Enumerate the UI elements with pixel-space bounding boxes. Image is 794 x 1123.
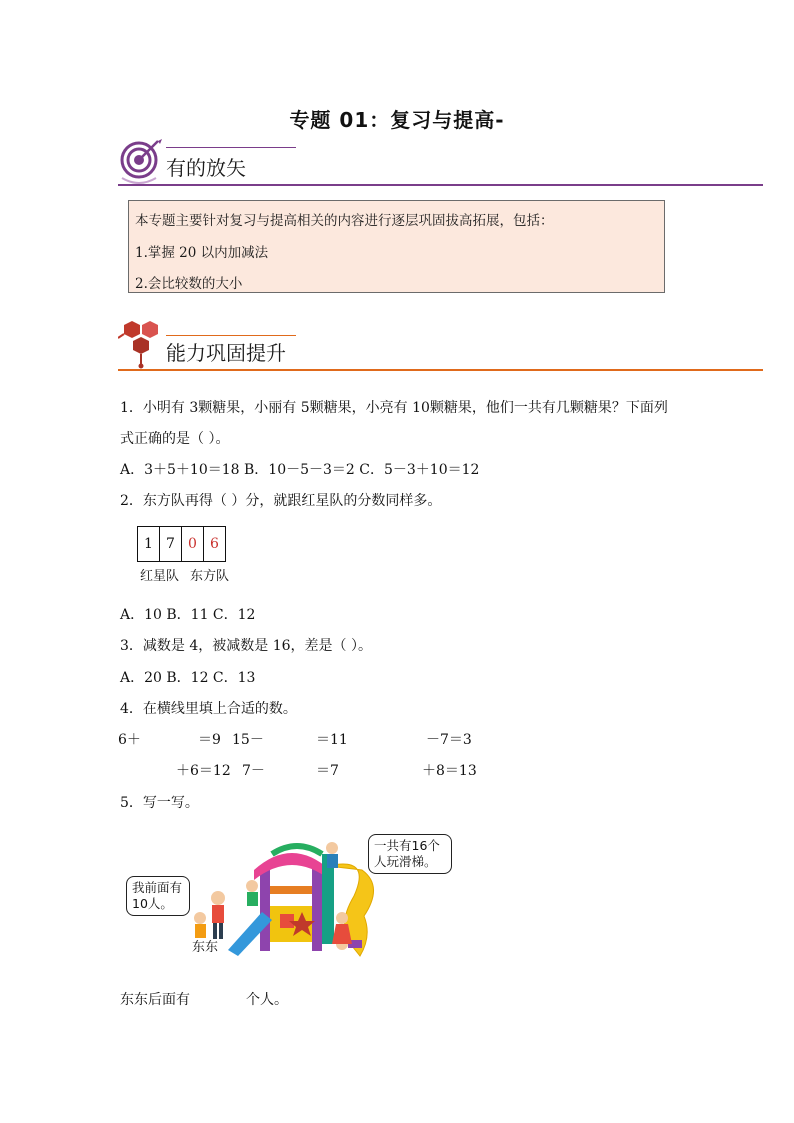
question-5-answer-prefix: 东东后面有 — [120, 992, 190, 1008]
equation-part: 7－ — [242, 763, 265, 779]
question-2-text: 2．东方队再得（ ）分，就跟红星队的分数同样多。 — [120, 493, 442, 509]
equation-part: －7＝3 — [426, 732, 472, 748]
slide-illustration — [122, 826, 452, 966]
question-4-text: 4．在横线里填上合适的数。 — [120, 701, 297, 717]
score-digit: 6 — [204, 527, 226, 562]
equation-part: ＝9 — [198, 732, 221, 748]
equation-part: 15－ — [232, 732, 264, 748]
target-icon — [118, 138, 164, 186]
question-3-options: A．20 B．12 C．13 — [120, 670, 256, 686]
page-title: 专题 01：复习与提高- — [289, 108, 505, 132]
question-1-options: A．3＋5＋10＝18 B．10－5－3＝2 C．5－3＋10＝12 — [120, 462, 480, 478]
section-header-goals — [118, 138, 763, 186]
equation-part: ＋8＝13 — [422, 763, 477, 779]
objectives-box — [128, 200, 665, 293]
speech-bubble-left: 我前面有10人。 — [126, 876, 190, 916]
section-header-practice — [118, 323, 763, 371]
objectives-intro: 本专题主要针对复习与提高相关的内容进行逐层巩固拔高拓展，包括： — [135, 213, 554, 229]
question-3-text: 3．减数是 4，被减数是 16，差是（ ）。 — [120, 638, 372, 654]
score-digit: 7 — [160, 527, 182, 562]
scoreboard — [137, 526, 226, 562]
equation-part: ＋6＝12 — [176, 763, 231, 779]
question-5-answer-suffix: 个人。 — [246, 992, 288, 1008]
section-divider — [118, 369, 763, 371]
equation-part: ＝7 — [316, 763, 339, 779]
team-label-east: 东方队 — [190, 569, 230, 584]
question-2-options: A．10 B．11 C．12 — [120, 607, 256, 623]
question-1-line1: 1．小明有 3颗糖果，小丽有 5颗糖果，小亮有 10颗糖果，他们一共有几颗糖果？下面列 — [120, 400, 668, 416]
section-divider — [118, 184, 763, 186]
molecule-icon — [118, 317, 164, 369]
question-1-line2: 式正确的是（ ）。 — [120, 431, 230, 447]
score-digit: 0 — [182, 527, 204, 562]
name-label-dongdong: 东东 — [192, 940, 219, 955]
objective-item: 2.会比较数的大小 — [135, 276, 243, 292]
section-topline — [166, 335, 296, 336]
score-digit: 1 — [138, 527, 160, 562]
question-5-text: 5．写一写。 — [120, 795, 199, 811]
section-title: 能力巩固提升 — [166, 341, 286, 365]
section-title: 有的放矢 — [166, 156, 246, 180]
section-topline — [166, 147, 296, 148]
team-label-red-star: 红星队 — [140, 569, 180, 584]
equation-part: ＝11 — [316, 732, 348, 748]
objective-item: 1.掌握 20 以内加减法 — [135, 245, 269, 261]
speech-bubble-right: 一共有16个人玩滑梯。 — [368, 834, 452, 874]
equation-part: 6＋ — [118, 732, 141, 748]
